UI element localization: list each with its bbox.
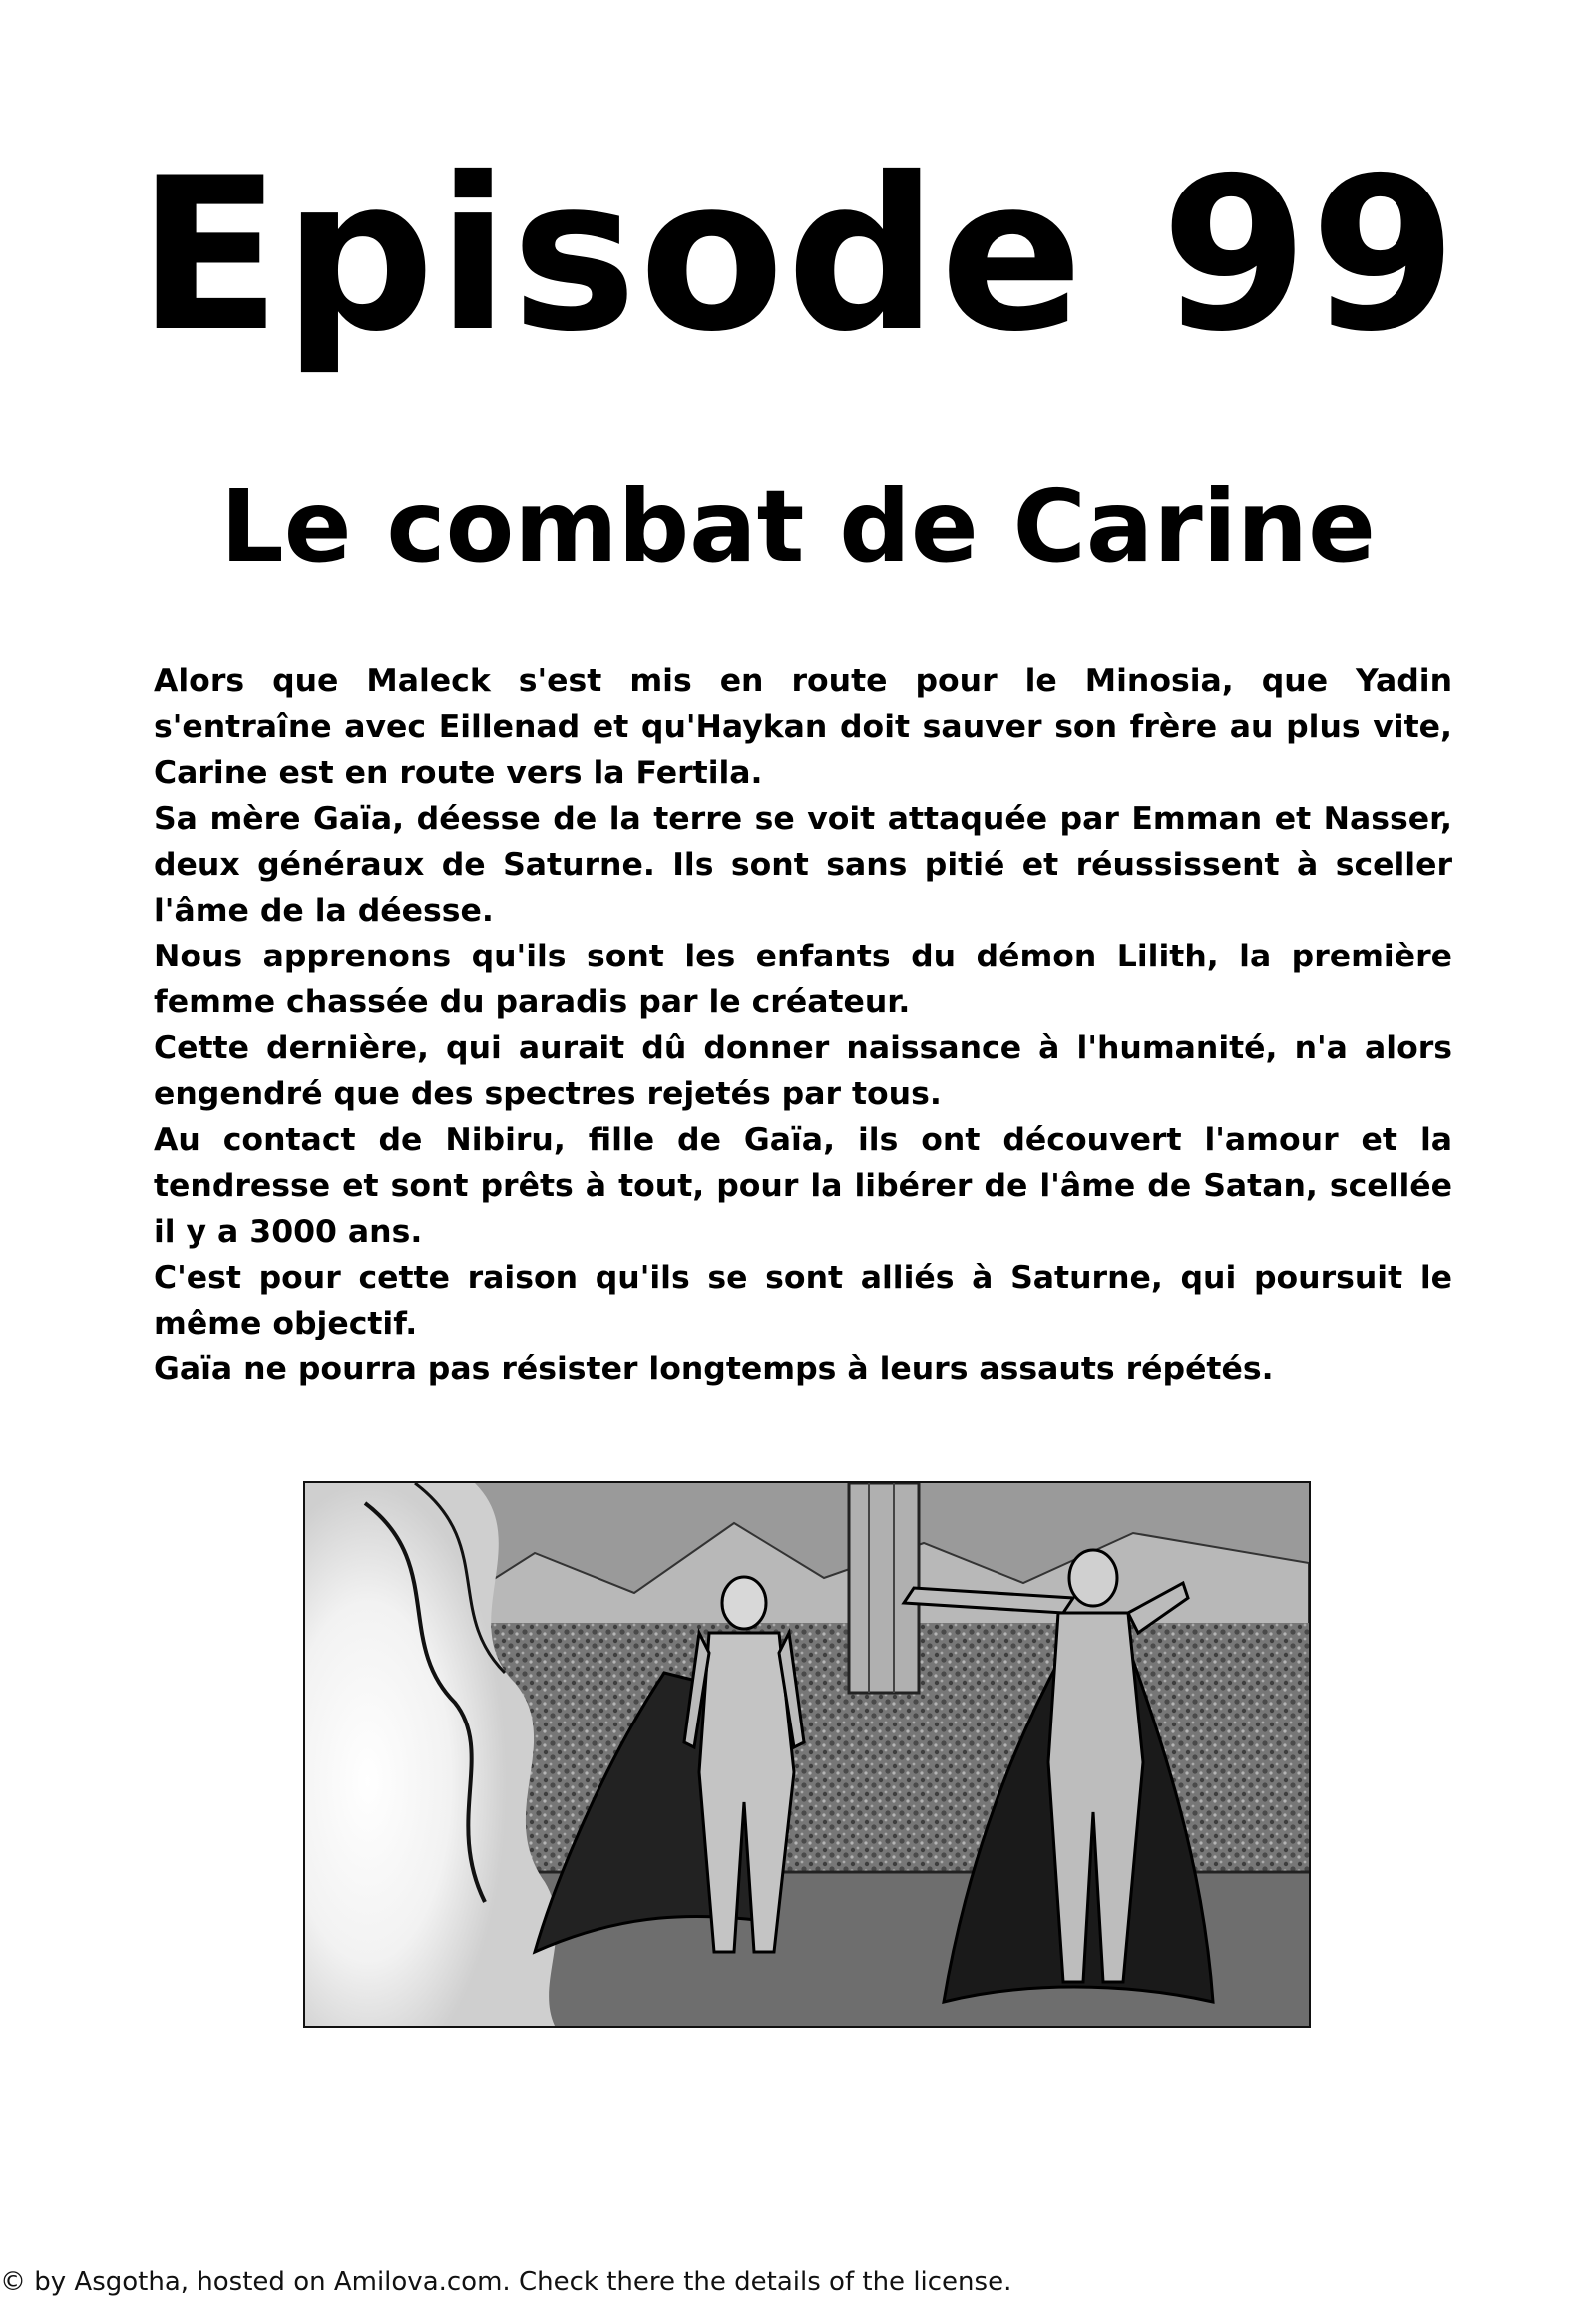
comic-panel-illustration xyxy=(303,1481,1311,2028)
synopsis-paragraph: Sa mère Gaïa, déesse de la terre se voit attaquée par Emman et Nasser, deux généraux de Saturne. Ils sont sans pitié et réussissent à sceller l'âme de la déesse. xyxy=(154,801,1452,929)
comic-panel-drawing xyxy=(305,1483,1309,2026)
synopsis-text xyxy=(154,658,1452,1392)
synopsis-paragraph: Gaïa ne pourra pas résister longtemps à leurs assauts répétés. xyxy=(154,1351,1274,1387)
stone-pillar xyxy=(849,1483,919,1693)
synopsis-paragraph: Cette dernière, qui aurait dû donner naissance à l'humanité, n'a alors engendré que des spectres rejetés par tous. xyxy=(154,1030,1452,1112)
synopsis-paragraph: Nous apprenons qu'ils sont les enfants du démon Lilith, la première femme chassée du paradis par le créateur. xyxy=(154,939,1452,1020)
episode-subtitle: Le combat de Carine xyxy=(220,468,1376,584)
synopsis-paragraph: Au contact de Nibiru, fille de Gaïa, ils ont découvert l'amour et la tendresse et sont prêts à tout, pour la libérer de l'âme de Satan, scellée il y a 3000 ans. xyxy=(154,1122,1452,1250)
episode-title: Episode 99 xyxy=(137,132,1459,378)
synopsis-paragraph: C'est pour cette raison qu'ils se sont alliés à Saturne, qui poursuit le même objectif. xyxy=(154,1260,1452,1341)
license-credit: © by Asgotha, hosted on Amilova.com. Check there the details of the license. xyxy=(0,2267,1012,2297)
synopsis-paragraph: Alors que Maleck s'est mis en route pour le Minosia, que Yadin s'entraîne avec Eillenad et qu'Haykan doit sauver son frère au plus vite, Carine est en route vers la Fertila. xyxy=(154,663,1452,791)
